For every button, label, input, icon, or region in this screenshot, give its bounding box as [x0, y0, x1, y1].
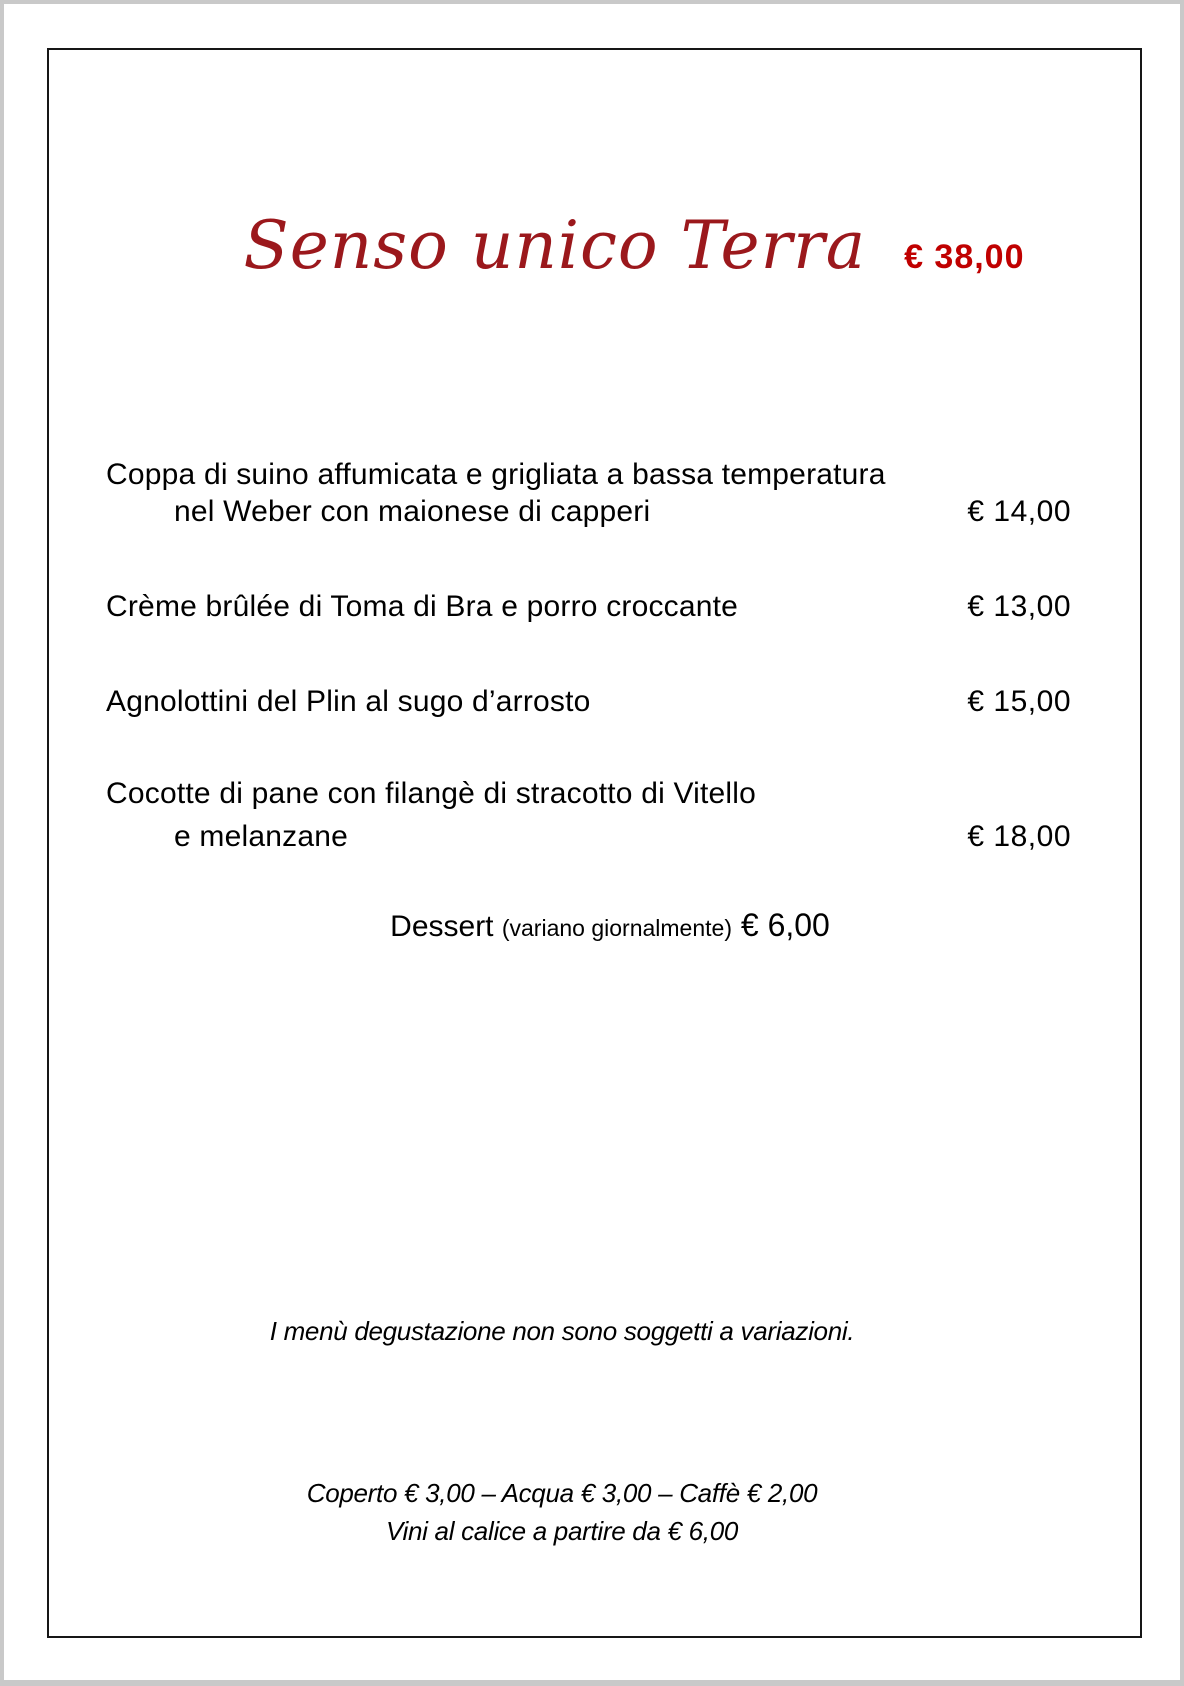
menu-title-row: [42, 196, 1184, 296]
tasting-menu-disclaimer: I menù degustazione non sono soggetti a variazioni.: [269, 1316, 855, 1346]
dessert-line: [18, 907, 1184, 944]
menu-item-cocotte: [106, 775, 1071, 855]
menu-item-price: € 13,00: [967, 590, 1071, 623]
menu-item-line2: e melanzane: [174, 820, 348, 853]
menu-item-line1: Agnolottini del Plin al sugo d’arrosto: [106, 685, 591, 718]
menu-item-agnolottini: [106, 683, 1071, 720]
menu-item-line1: Coppa di suino affumicata e grigliata a bassa temperatura: [106, 458, 886, 491]
footer-notes: [0, 1474, 1154, 1550]
menu-title: Senso unico Terra: [243, 207, 867, 284]
menu-item-price: € 15,00: [967, 685, 1071, 718]
menu-item-price: € 14,00: [967, 495, 1071, 528]
menu-item-price: € 18,00: [967, 820, 1071, 853]
dessert-price: € 6,00: [731, 907, 830, 943]
footer-cover-charges: Coperto € 3,00 – Acqua € 3,00 – Caffè € 2,00: [306, 1478, 818, 1508]
menu-item-line2: nel Weber con maionese di capperi: [174, 495, 651, 528]
menu-item-creme-brulee: [106, 588, 1071, 625]
footer-wine-by-glass: Vini al calice a partire da € 6,00: [385, 1516, 739, 1546]
dessert-note: (variano giornalmente): [501, 915, 732, 941]
menu-item-coppa: [106, 456, 1071, 530]
menu-item-line1: Crème brûlée di Toma di Bra e porro croccante: [106, 590, 739, 623]
menu-item-line1: Cocotte di pane con filangè di stracotto di Vitello: [106, 777, 757, 810]
menu-title-price: € 38,00: [904, 238, 1025, 276]
dessert-label: Dessert: [390, 910, 502, 943]
